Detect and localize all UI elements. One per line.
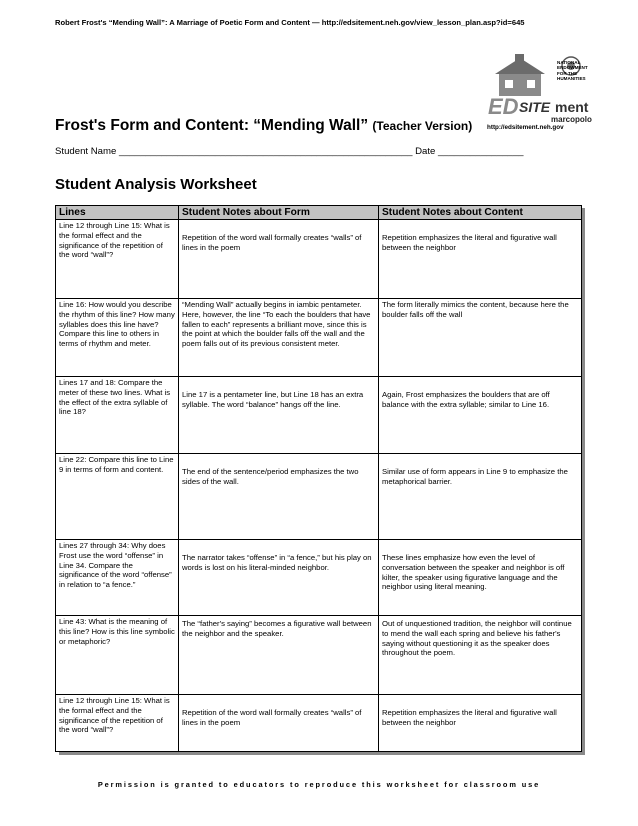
- lines-cell: Line 12 through Line 15: What is the formal effect and the significance of the repetition of the word “wall”?: [56, 695, 179, 752]
- student-name-date-line[interactable]: Student Name _______________________________________________________ Date ________________: [55, 146, 524, 157]
- table-row: [56, 616, 582, 695]
- form-note: The “father's saying” becomes a figurative wall between the neighbor and the speaker.: [182, 619, 372, 638]
- logo-site-text: SITE: [519, 99, 551, 115]
- worksheet-table: [55, 205, 582, 752]
- table-header-row: [56, 206, 582, 220]
- content-cell: [379, 377, 582, 454]
- table-row: [56, 299, 582, 377]
- table-row: [56, 695, 582, 752]
- logo-partner-text: marcopolo: [551, 115, 592, 124]
- lines-cell: Lines 27 through 34: Why does Frost use the word “offense” in Line 34. Compare the significance of the word “offense” in relation to “a fence.”: [56, 540, 179, 616]
- form-cell: [179, 377, 379, 454]
- content-note: Repetition emphasizes the literal and figurative wall between the neighbor: [382, 233, 557, 252]
- form-cell: [179, 220, 379, 299]
- neh-line: ENDOWMENT: [557, 65, 588, 71]
- form-cell: [179, 695, 379, 752]
- form-cell: [179, 616, 379, 695]
- logo-ed-text: ED: [488, 94, 519, 119]
- content-note: Again, Frost emphasizes the boulders that are off balance with the extra syllable; similar to Line 16.: [382, 390, 550, 409]
- logo-ment-text: ment: [555, 99, 589, 115]
- page-title-sub: (Teacher Version): [372, 119, 473, 133]
- page-title: [55, 117, 472, 135]
- section-title: Student Analysis Worksheet: [55, 176, 257, 193]
- form-note: The end of the sentence/period emphasizes the two sides of the wall.: [182, 467, 359, 486]
- content-cell: [379, 695, 582, 752]
- neh-line: NATIONAL: [557, 60, 581, 65]
- form-note: The narrator takes “offense” in “a fence,” but his play on words is lost on his literal-minded neighbor.: [182, 553, 372, 572]
- neh-label: [557, 60, 588, 82]
- content-cell: [379, 540, 582, 616]
- content-cell: [379, 616, 582, 695]
- table-row: [56, 540, 582, 616]
- lines-cell: Lines 17 and 18: Compare the meter of these two lines. What is the effect of the extra syllable of line 18?: [56, 377, 179, 454]
- content-note: Repetition emphasizes the literal and figurative wall between the neighbor: [382, 708, 557, 727]
- content-note: Similar use of form appears in Line 9 to emphasize the metaphorical barrier.: [382, 467, 568, 486]
- table-row: [56, 377, 582, 454]
- running-header: Robert Frost's “Mending Wall”: A Marriage of Poetic Form and Content — http://edsitement.neh.gov/view_lesson_plan.asp?id=645: [55, 18, 525, 27]
- table-row: [56, 220, 582, 299]
- column-header-lines: Lines: [56, 206, 179, 220]
- lines-cell: Line 12 through Line 15: What is the formal effect and the significance of the repetition of the word “wall”?: [56, 220, 179, 299]
- logo-url: http://edsitement.neh.gov: [487, 124, 564, 131]
- form-cell: “Mending Wall” actually begins in iambic pentameter. Here, however, the line “To each the boulders that have fallen to each” represents a brilliant move, since this is the point at which the boulder falls off the wall and the poem falls out of its previous consistent meter.: [179, 299, 379, 377]
- content-cell: The form literally mimics the content, because here the boulder falls off the wall: [379, 299, 582, 377]
- form-note: Repetition of the word wall formally creates “walls” of lines in the poem: [182, 708, 362, 727]
- content-cell: [379, 454, 582, 540]
- edsitement-logo: [485, 54, 595, 136]
- page-title-main: Frost's Form and Content: “Mending Wall”: [55, 117, 369, 134]
- lines-cell: Line 22: Compare this line to Line 9 in terms of form and content.: [56, 454, 179, 540]
- permission-footer: Permission is granted to educators to reproduce this worksheet for classroom use: [97, 780, 541, 789]
- form-cell: [179, 454, 379, 540]
- lines-cell: Line 43: What is the meaning of this line? How is this line symbolic or metaphoric?: [56, 616, 179, 695]
- form-note: Line 17 is a pentameter line, but Line 18 has an extra syllable. The word “balance” hangs off the line.: [182, 390, 364, 409]
- column-header-form: Student Notes about Form: [179, 206, 379, 220]
- column-header-content: Student Notes about Content: [379, 206, 582, 220]
- table-row: [56, 454, 582, 540]
- lines-cell: Line 16: How would you describe the rhythm of this line? How many syllables does this line have? Compare this line to others in terms of rhythm and meter.: [56, 299, 179, 377]
- content-note: Out of unquestioned tradition, the neighbor will continue to mend the wall each spring and believe his father's saying without questioning it as the speaker does throughout the poem.: [382, 619, 572, 658]
- content-cell: [379, 220, 582, 299]
- form-cell: [179, 540, 379, 616]
- neh-line: FOR THE: [557, 70, 578, 76]
- form-note: Repetition of the word wall formally creates “walls” of lines in the poem: [182, 233, 362, 252]
- worksheet-table-container: [55, 205, 581, 752]
- content-note: These lines emphasize how even the level of conversation between the speaker and neighbor is off kilter, the speaker using figurative language and the neighbor using literal meaning.: [382, 553, 565, 592]
- neh-line: HUMANITIES: [557, 76, 586, 82]
